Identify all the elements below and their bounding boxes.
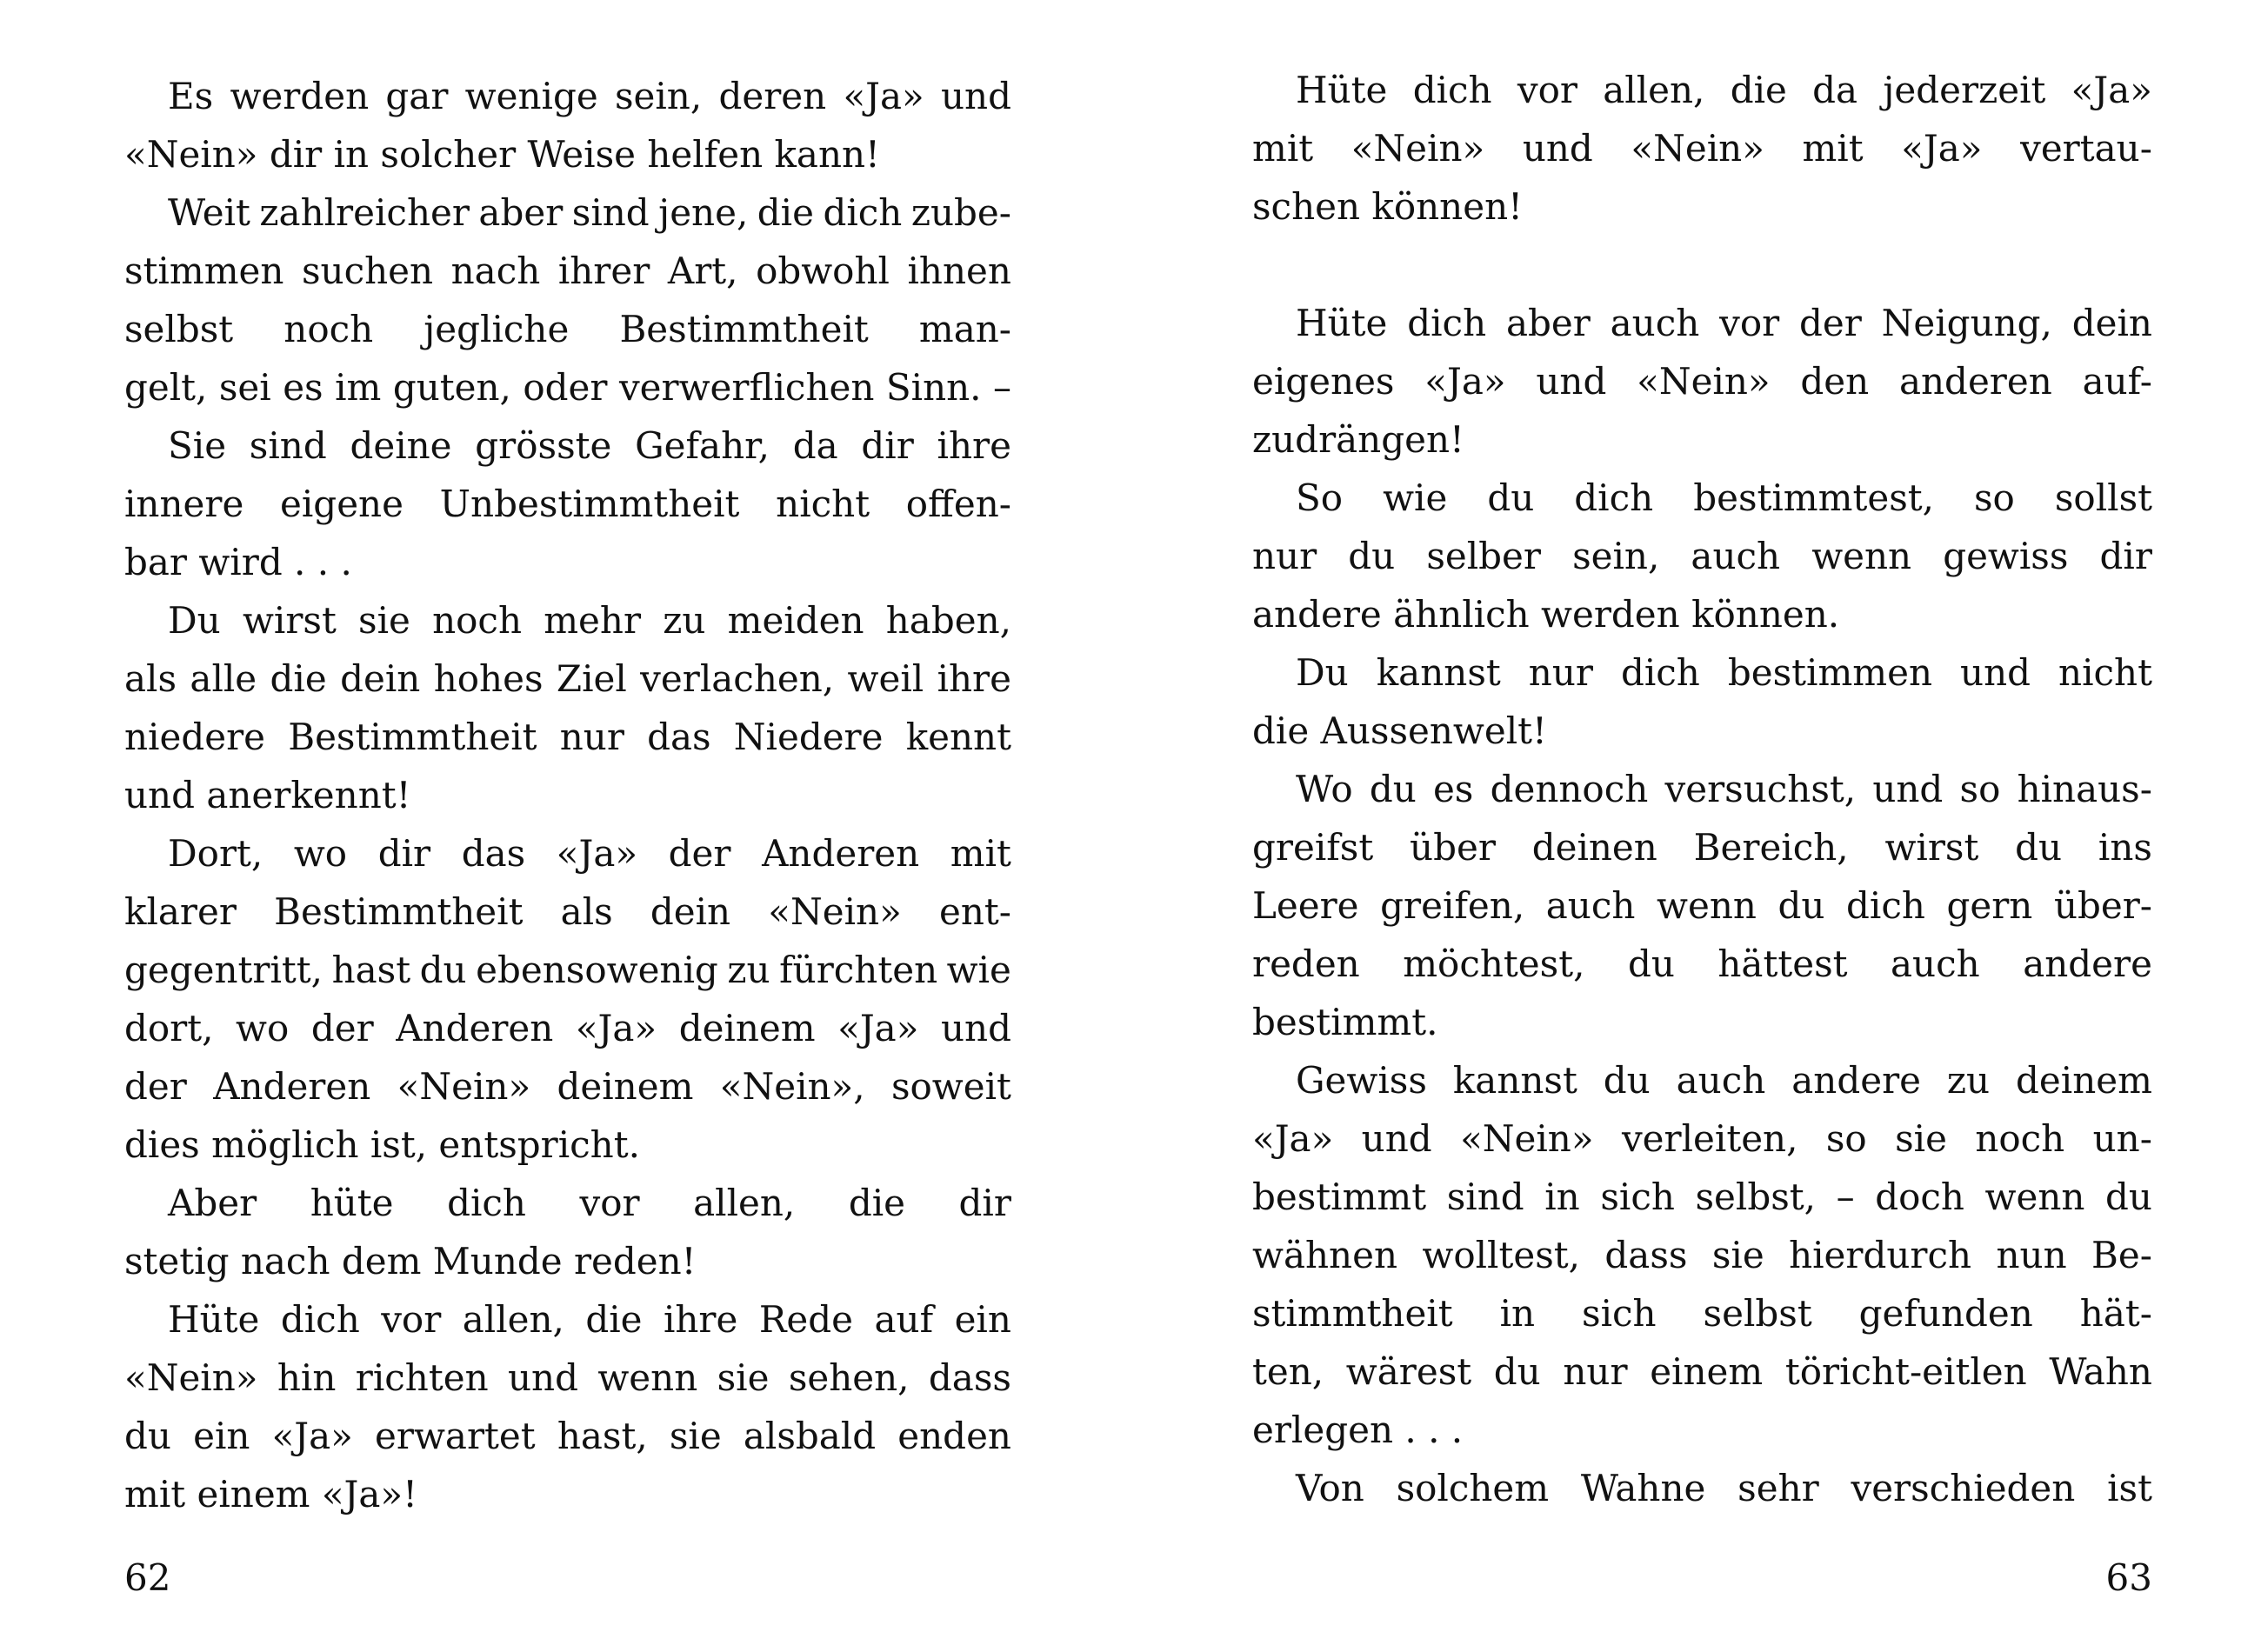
text-line: greifst über deinen Bereich, wirst du ins [1252,826,2152,869]
text-line: ten, wärest du nur einem töricht-eitlen Wahn [1252,1350,2152,1393]
text-line: nur du selber sein, auch wenn gewiss dir [1252,535,2152,577]
text-line: «Ja» und «Nein» verleiten, so sie noch un- [1252,1117,2152,1160]
text-line: Du kannst nur dich bestimmen und nicht [1296,651,2152,694]
text-line: Wo du es dennoch versuchst, und so hinaus- [1296,768,2152,810]
text-line: bestimmt. [1252,1001,1438,1043]
text-line: Hüte dich vor allen, die da jederzeit «Ja» [1296,69,2152,111]
text-line: schen können! [1252,185,1524,228]
text-line: und anerkennt! [124,774,411,816]
text-line: bestimmt sind in sich selbst, – doch wenn du [1252,1176,2152,1218]
text-line: reden möchtest, du hättest auch andere [1252,943,2152,985]
text-line: niedere Bestimmtheit nur das Niedere kennt [124,716,1011,758]
text-line: So wie du dich bestimmtest, so sollst [1296,476,2152,519]
text-line: Weit zahlreicher aber sind jene, die dich zube- [168,191,1011,234]
right-page-text [1252,61,2152,1517]
text-line [1252,236,2152,294]
text-line: «Nein» hin richten und wenn sie sehen, dass [124,1356,1011,1399]
text-line: Leere greifen, auch wenn du dich gern über- [1252,884,2152,927]
text-line: erlegen . . . [1252,1409,1464,1451]
left-page [0,0,1130,1652]
text-line: klarer Bestimmtheit als dein «Nein» ent- [124,890,1011,933]
text-line: dies möglich ist, entspricht. [124,1123,640,1166]
text-line: gelt, sei es im guten, oder verwerflichen Sinn. – [124,366,1011,409]
text-line: Es werden gar wenige sein, deren «Ja» und [168,75,1011,117]
text-line: innere eigene Unbestimmtheit nicht offen- [124,483,1011,525]
right-page-number: 63 [2105,1556,2152,1599]
text-line: «Nein» dir in solcher Weise helfen kann! [124,133,880,176]
text-line: Sie sind deine grösste Gefahr, da dir ihre [168,424,1011,467]
text-line: wähnen wolltest, dass sie hierdurch nun Be- [1252,1234,2152,1276]
text-line: eigenes «Ja» und «Nein» den anderen auf- [1252,360,2152,403]
text-line: Du wirst sie noch mehr zu meiden haben, [168,599,1011,642]
text-line: als alle die dein hohes Ziel verlachen, weil ihre [124,657,1011,700]
text-line: stetig nach dem Munde reden! [124,1240,697,1282]
text-line: die Aussenwelt! [1252,709,1547,752]
text-line: der Anderen «Nein» deinem «Nein», soweit [124,1065,1011,1108]
text-line: dort, wo der Anderen «Ja» deinem «Ja» und [124,1007,1011,1049]
right-page [1130,0,2261,1652]
text-line: stimmen suchen nach ihrer Art, obwohl ihnen [124,250,1011,292]
text-line: selbst noch jegliche Bestimmtheit man- [124,308,1011,350]
text-line: mit einem «Ja»! [124,1473,418,1515]
left-page-text [124,67,1011,1523]
left-page-number: 62 [124,1556,171,1599]
text-line: mit «Nein» und «Nein» mit «Ja» vertau- [1252,127,2152,170]
text-line: Hüte dich aber auch vor der Neigung, dein [1296,302,2152,344]
text-line: Von solchem Wahne sehr verschieden ist [1296,1467,2152,1509]
text-line: Dort, wo dir das «Ja» der Anderen mit [168,832,1011,875]
text-line: stimmtheit in sich selbst gefunden hät- [1252,1292,2152,1335]
text-line: Aber hüte dich vor allen, die dir [168,1182,1011,1224]
text-line: du ein «Ja» erwartet hast, sie alsbald enden [124,1415,1011,1457]
text-line: Hüte dich vor allen, die ihre Rede auf ein [168,1298,1011,1341]
text-line: andere ähnlich werden können. [1252,593,1840,636]
text-line: Gewiss kannst du auch andere zu deinem [1296,1059,2152,1102]
text-line: gegentritt, hast du ebensowenig zu fürchten wie [124,949,1011,991]
text-line: zudrängen! [1252,418,1464,461]
text-line: bar wird . . . [124,541,352,583]
